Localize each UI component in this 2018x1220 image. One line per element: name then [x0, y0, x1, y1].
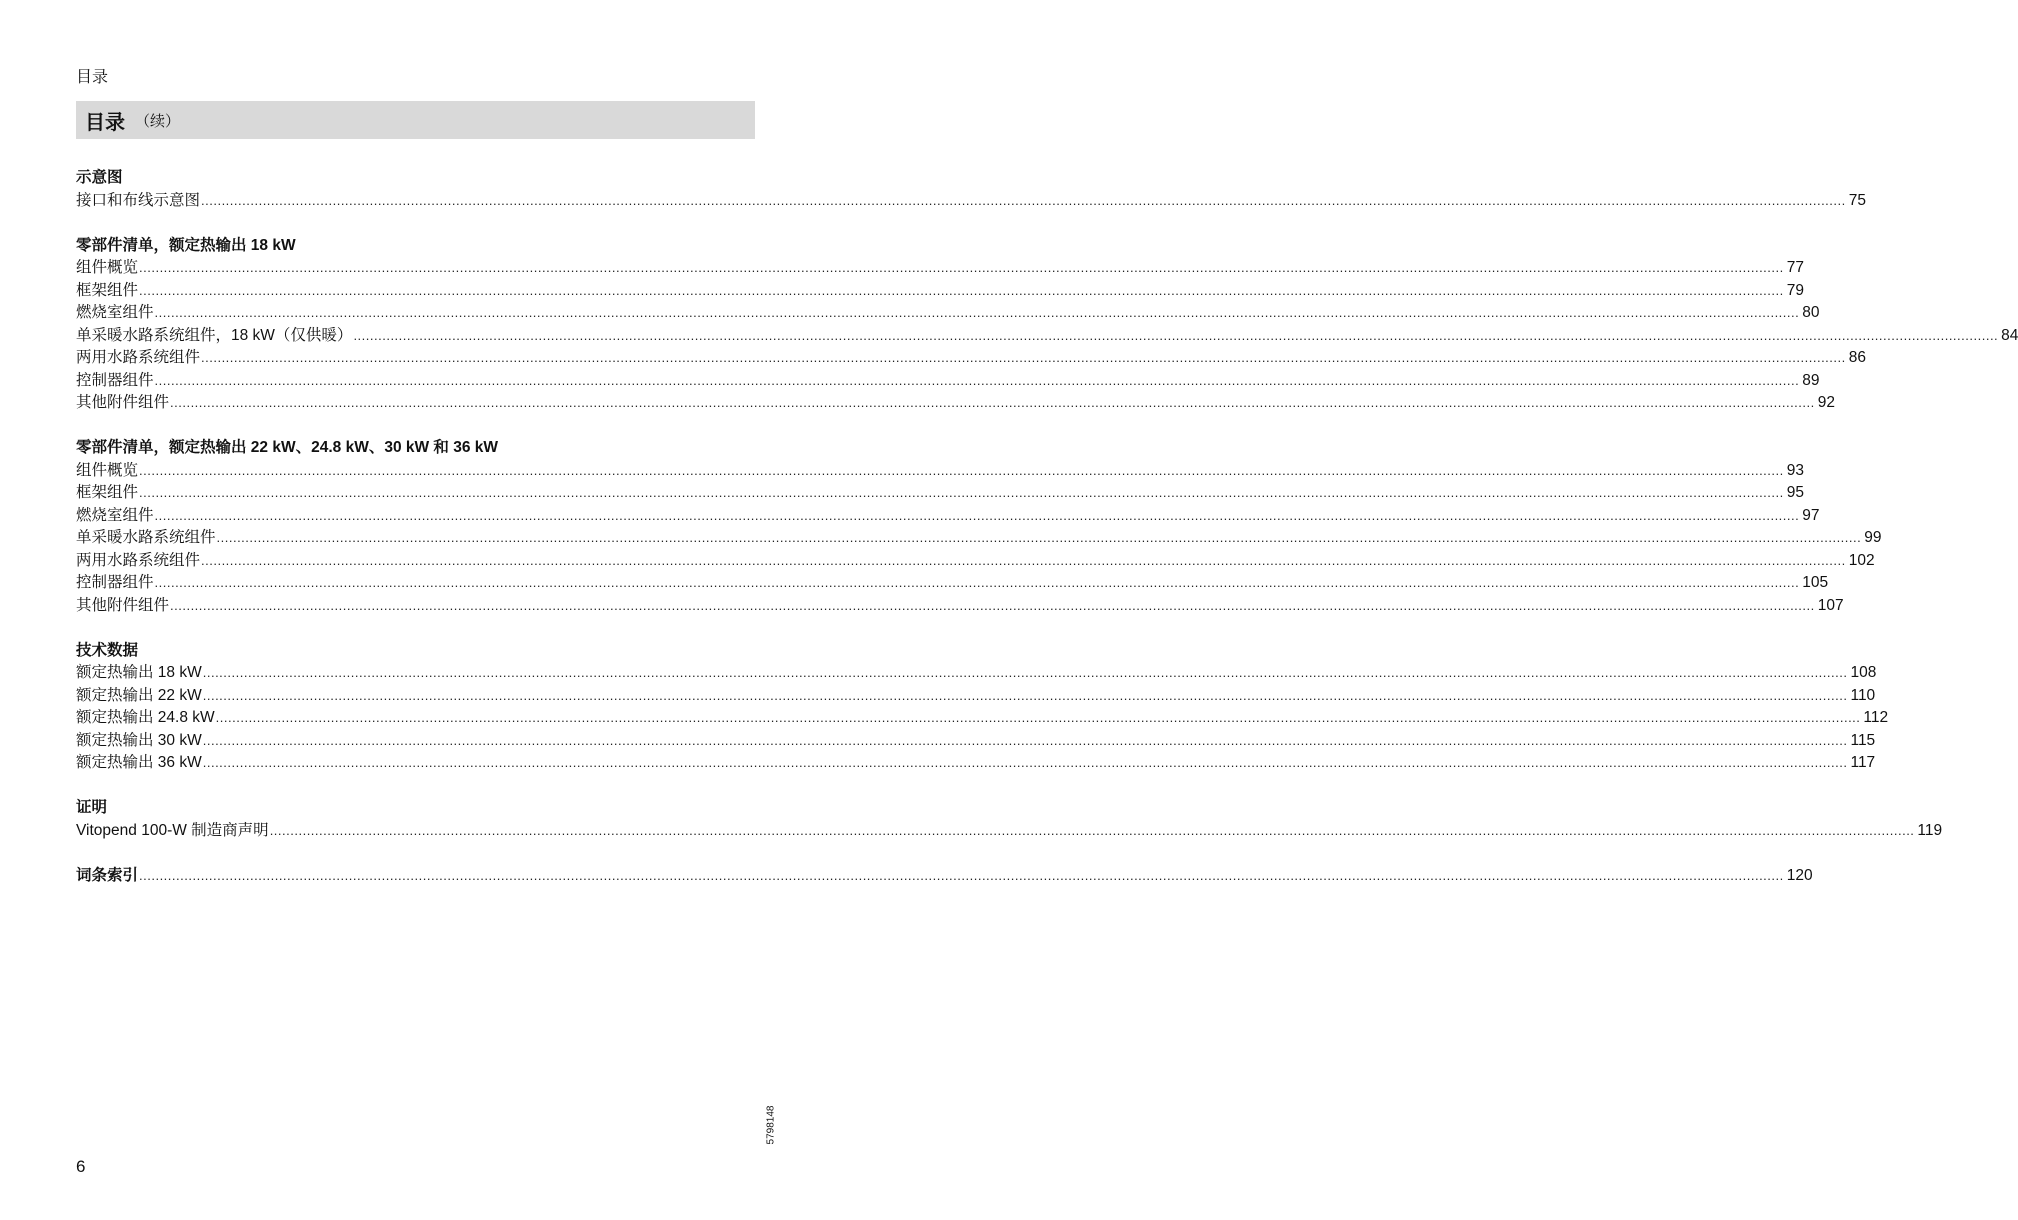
toc-entry-title: 两用水路系统组件: [76, 349, 201, 366]
toc-entry[interactable]: [76, 302, 1820, 325]
toc-entry-page: 105: [1802, 574, 1829, 591]
toc-entry-title: 组件概览: [76, 461, 139, 479]
running-head: 目录: [76, 69, 109, 86]
toc-entry-page: 79: [1786, 281, 1804, 299]
toc-entry-title: 单采暖水路系统组件: [76, 529, 216, 546]
toc-entry[interactable]: [76, 280, 1804, 303]
toc-entry[interactable]: [76, 482, 1804, 505]
toc-leader-dots: ................................................................................................................................................................................................................................................................................................................................................................................................................: [154, 372, 1800, 388]
toc-entry[interactable]: [76, 460, 1804, 483]
toc-section-heading: 零部件清单，额定热输出 22 kW、24.8 kW、30 kW 和 36 kW: [76, 439, 499, 456]
toc-leader-dots: ................................................................................................................................................................................................................................................................................................................................................................................................................: [154, 507, 1800, 523]
document-code: 5798148: [765, 1105, 777, 1145]
toc-entry-page: 108: [1850, 664, 1877, 681]
toc-entry-title: 额定热输出 24.8 kW: [76, 709, 215, 726]
toc-leader-dots: ................................................................................................................................................................................................................................................................................................................................................................................................................: [215, 710, 1861, 725]
toc-leader-dots: ................................................................................................................................................................................................................................................................................................................................................................................................................: [201, 552, 1846, 568]
toc-section: [76, 797, 1943, 842]
toc-entry[interactable]: [76, 752, 1876, 775]
toc-entry[interactable]: [76, 190, 1866, 213]
toc-leader-dots: ................................................................................................................................................................................................................................................................................................................................................................................................................: [139, 485, 1784, 500]
toc-entry-title: 额定热输出 18 kW: [76, 664, 202, 681]
toc-entry-page: 107: [1817, 596, 1844, 614]
toc-entry[interactable]: [76, 505, 1820, 528]
toc-entry[interactable]: [76, 347, 1866, 370]
toc-entry-page: 117: [1850, 754, 1876, 771]
toc-entry-page: 115: [1850, 731, 1876, 749]
page-number: 6: [76, 1157, 86, 1176]
toc-entry-page: 112: [1863, 709, 1889, 726]
toc-entry[interactable]: [76, 370, 1820, 393]
toc-leader-dots: ................................................................................................................................................................................................................................................................................................................................................................................................................: [139, 867, 1784, 883]
toc-section: [76, 235, 2018, 415]
toc-entry[interactable]: [76, 572, 1829, 595]
toc-entry-page: 75: [1848, 191, 1866, 209]
toc-leader-dots: ................................................................................................................................................................................................................................................................................................................................................................................................................: [154, 305, 1800, 320]
toc-leader-dots: ................................................................................................................................................................................................................................................................................................................................................................................................................: [170, 597, 1815, 613]
toc-entry-page: 77: [1786, 259, 1804, 276]
toc-entry[interactable]: [76, 527, 1882, 550]
toc-entry-page: 120: [1786, 866, 1813, 884]
toc-entry[interactable]: [76, 707, 1889, 730]
toc-leader-dots: ................................................................................................................................................................................................................................................................................................................................................................................................................: [202, 755, 1848, 770]
toc-section: [76, 640, 1889, 775]
toc-entry-page: 89: [1802, 371, 1820, 389]
toc-leader-dots: ................................................................................................................................................................................................................................................................................................................................................................................................................: [216, 530, 1862, 545]
toc-leader-dots: ................................................................................................................................................................................................................................................................................................................................................................................................................: [353, 327, 1999, 343]
toc-entry-title: 接口和布线示意图: [76, 191, 201, 209]
toc-entry-page: 93: [1786, 461, 1804, 479]
toc-entry-title: 额定热输出 36 kW: [76, 754, 202, 771]
toc-entry-title: 燃烧室组件: [76, 506, 154, 524]
toc-leader-dots: ................................................................................................................................................................................................................................................................................................................................................................................................................: [139, 282, 1784, 298]
toc-entry-title: 控制器组件: [76, 371, 154, 389]
toc-entry[interactable]: [76, 730, 1876, 753]
toc-entry-page: 80: [1802, 304, 1820, 321]
toc-entry-title: 框架组件: [76, 281, 139, 299]
toc-entry-title: 词条索引: [76, 866, 139, 884]
toc-leader-dots: ................................................................................................................................................................................................................................................................................................................................................................................................................: [170, 395, 1815, 410]
toc-entry-title: 两用水路系统组件: [76, 551, 201, 569]
toc-section-heading: 示意图: [76, 169, 123, 186]
toc-leader-dots: ................................................................................................................................................................................................................................................................................................................................................................................................................: [202, 687, 1848, 703]
toc-entry[interactable]: [76, 685, 1876, 708]
toc-entry-title: 控制器组件: [76, 574, 154, 591]
toc-section: [76, 167, 1866, 212]
toc-entry-title: 其他附件组件: [76, 394, 170, 411]
toc-entry-page: 110: [1850, 686, 1876, 704]
toc-entry-page: 97: [1802, 506, 1820, 524]
toc-entry-title: 框架组件: [76, 484, 139, 501]
toc-entry-page: 92: [1817, 394, 1835, 411]
toc-entry[interactable]: [76, 820, 1943, 843]
toc-entry[interactable]: [76, 662, 1877, 685]
toc-entry-page: 119: [1917, 821, 1943, 839]
toc-entry-page: 99: [1864, 529, 1882, 546]
toc-leader-dots: ................................................................................................................................................................................................................................................................................................................................................................................................................: [139, 260, 1784, 275]
toc-entry[interactable]: [76, 257, 1804, 280]
toc-entry-title: 燃烧室组件: [76, 304, 154, 321]
toc-entry-title: 额定热输出 30 kW: [76, 731, 202, 749]
toc-leader-dots: ................................................................................................................................................................................................................................................................................................................................................................................................................: [201, 350, 1846, 365]
toc-leader-dots: ................................................................................................................................................................................................................................................................................................................................................................................................................: [269, 822, 1915, 838]
toc-section-heading: 零部件清单，额定热输出 18 kW: [76, 236, 296, 254]
toc-entry-page: 86: [1848, 349, 1866, 366]
toc-section: [76, 865, 1813, 888]
toc-entry-title: 单采暖水路系统组件，18 kW（仅供暖）: [76, 326, 353, 344]
toc-entry-page: 95: [1786, 484, 1804, 501]
toc-leader-dots: ................................................................................................................................................................................................................................................................................................................................................................................................................: [202, 732, 1848, 748]
page-title: 目录: [85, 111, 125, 134]
toc-leader-dots: ................................................................................................................................................................................................................................................................................................................................................................................................................: [139, 462, 1784, 478]
toc-section-heading: 技术数据: [76, 641, 139, 659]
toc-entry-title: 其他附件组件: [76, 596, 170, 614]
toc-section: [76, 437, 1882, 617]
page-title-continued: （续）: [135, 112, 181, 130]
toc-entry-title: Vitopend 100-W 制造商声明: [76, 821, 269, 839]
toc-leader-dots: ................................................................................................................................................................................................................................................................................................................................................................................................................: [201, 192, 1846, 208]
toc-entry[interactable]: [76, 325, 2018, 348]
toc-leader-dots: ................................................................................................................................................................................................................................................................................................................................................................................................................: [202, 665, 1848, 680]
toc-entry-page: 102: [1848, 551, 1875, 569]
title-bar: [76, 101, 755, 139]
toc-entry[interactable]: [76, 392, 1835, 415]
toc-entry-title: 额定热输出 22 kW: [76, 686, 202, 704]
toc-section-heading: 证明: [76, 799, 108, 816]
toc-leader-dots: ................................................................................................................................................................................................................................................................................................................................................................................................................: [154, 575, 1800, 590]
toc-entry-page: 84: [2001, 326, 2018, 344]
toc-entry-title: 组件概览: [76, 259, 139, 276]
toc-entry[interactable]: [76, 595, 1844, 618]
toc-entry[interactable]: [76, 550, 1875, 573]
table-of-contents: [76, 167, 2018, 910]
toc-entry[interactable]: [76, 865, 1813, 888]
